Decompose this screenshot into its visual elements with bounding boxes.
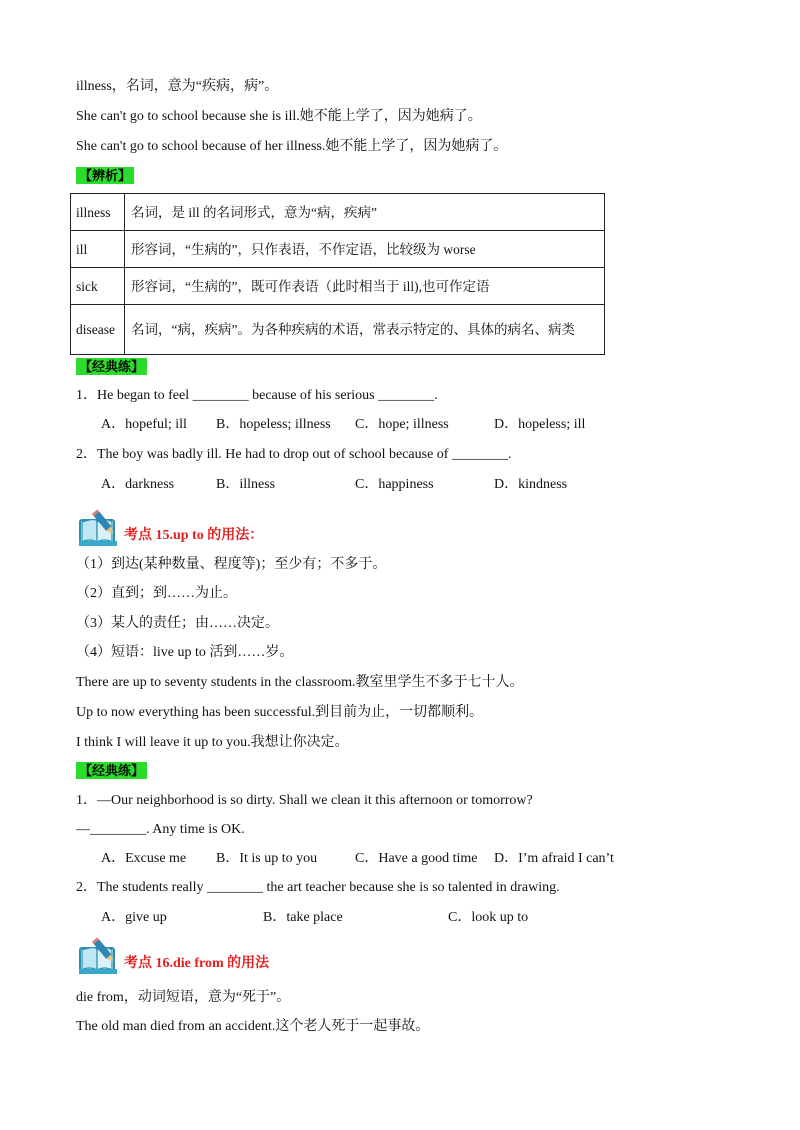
exercise-2-question-2: 2．The students really ________ the art teacher because she is so talented in drawing.	[76, 880, 560, 895]
exercise-1-question-1: 1．He began to feel ________ because of his serious ________.	[76, 388, 438, 403]
table-row	[71, 194, 605, 231]
option-c: C．hope; illness	[355, 417, 449, 432]
option-c: C．look up to	[448, 910, 529, 925]
die-from-definition: die from，动词短语，意为“死于”。	[76, 990, 291, 1005]
table-word: illness	[71, 194, 125, 231]
table-row	[71, 231, 605, 268]
exercise-2-question-1: 1．—Our neighborhood is so dirty. Shall we clean it this afternoon or tomorrow?	[76, 793, 533, 808]
notebook-pencil-icon	[78, 936, 122, 976]
comparison-table	[70, 193, 605, 355]
meaning-4: （4）短语：live up to 活到……岁。	[76, 645, 294, 660]
notebook-pencil-icon	[78, 508, 122, 548]
meaning-3: （3）某人的责任；由……决定。	[76, 616, 279, 631]
table-word: ill	[71, 231, 125, 268]
exercise-1-question-2: 2．The boy was badly ill. He had to drop out of school because of ________.	[76, 447, 512, 462]
example-3: I think I will leave it up to you.我想让你决定。	[76, 735, 349, 750]
example-2: Up to now everything has been successful.到目前为止，一切都顺利。	[76, 705, 484, 720]
option-b: B．hopeless; illness	[216, 417, 331, 432]
analysis-tag: 【辨析】	[76, 167, 134, 184]
option-a: A．Excuse me	[101, 851, 187, 866]
practice-tag-1: 【经典练】	[76, 358, 147, 375]
table-desc: 名词，是 ill 的名词形式，意为“病，疾病”	[125, 194, 605, 231]
option-b: B．illness	[216, 477, 276, 492]
die-from-example: The old man died from an accident.这个老人死于一起事故。	[76, 1019, 430, 1034]
option-a: A．darkness	[101, 477, 175, 492]
point-16-heading	[78, 936, 378, 976]
table-word: disease	[71, 305, 125, 355]
table-row	[71, 305, 605, 355]
exercise-2-question-1-reply: —________. Any time is OK.	[76, 822, 245, 837]
option-d: D．I’m afraid I can’t	[494, 851, 614, 866]
option-a: A．hopeful; ill	[101, 417, 187, 432]
intro-line-2: She can't go to school because she is ill.她不能上学了，因为她病了。	[76, 109, 482, 124]
table-row	[71, 268, 605, 305]
table-word: sick	[71, 268, 125, 305]
example-1: There are up to seventy students in the classroom.教室里学生不多于七十人。	[76, 675, 524, 690]
point-16-title: 考点 16.die from 的用法	[124, 956, 270, 971]
meaning-1: （1）到达(某种数量、程度等)；至少有；不多于。	[76, 557, 387, 572]
table-desc: 形容词，“生病的”，既可作表语（此时相当于 ill),也可作定语	[125, 268, 605, 305]
option-c: C．happiness	[355, 477, 434, 492]
intro-line-1: illness，名词，意为“疾病，病”。	[76, 79, 279, 94]
point-15-title: 考点 15.up to 的用法：	[124, 528, 264, 543]
option-b: B．take place	[263, 910, 343, 925]
option-d: D．kindness	[494, 477, 568, 492]
option-a: A．give up	[101, 910, 167, 925]
table-desc: 名词，“病，疾病”。为各种疾病的术语，常表示特定的、具体的病名、病类	[125, 305, 605, 355]
option-b: B．It is up to you	[216, 851, 318, 866]
practice-tag-2: 【经典练】	[76, 762, 147, 779]
intro-line-3: She can't go to school because of her illness.她不能上学了，因为她病了。	[76, 139, 508, 154]
meaning-2: （2）直到；到……为止。	[76, 586, 237, 601]
table-desc: 形容词，“生病的”，只作表语，不作定语，比较级为 worse	[125, 231, 605, 268]
point-15-heading	[78, 508, 378, 548]
option-d: D．hopeless; ill	[494, 417, 586, 432]
option-c: C．Have a good time	[355, 851, 478, 866]
